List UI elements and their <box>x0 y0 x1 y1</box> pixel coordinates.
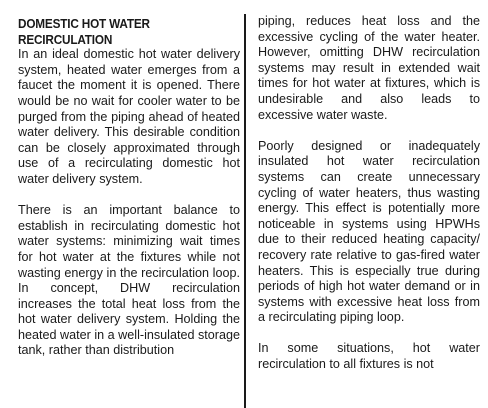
paragraph: In an ideal domestic hot water delivery system, heated water emerges from a faucet the moment it is opened. There would be no wait for cooler water to be purged from the piping ahead of heated water delivery. This desirable condition can be closely approximated through use of a recirculating domestic hot water delivery system. <box>18 47 240 186</box>
right-column <box>258 14 480 373</box>
heading-line-1: DOMESTIC HOT WATER <box>18 16 150 31</box>
paragraph: piping, reduces heat loss and the excessive cycling of the water heater. However, omitting DHW recirculation systems may result in extended wait times for hot water at fixtures, which is undesirable and also leads to excessive water waste. <box>258 14 480 122</box>
column-divider <box>244 14 246 408</box>
section-heading <box>18 16 239 47</box>
heading-line-2: RECIRCULATION <box>18 31 113 47</box>
left-column <box>18 16 240 359</box>
paragraph: In some situations, hot water recirculation to all fixtures is not <box>258 341 480 372</box>
paragraph: There is an important balance to establish in recirculating domestic hot water systems: minimizing wait times for hot water at the fixtures while not wasting energy in the recirculation loop. In concept, DHW recirculation increases the total heat loss from the hot water delivery system. Holding the heated water in a well-insulated storage tank, rather than distribution <box>18 203 240 358</box>
paragraph: Poorly designed or inadequately insulated hot water recirculation systems can create unnecessary cycling of water heaters, thus wasting energy. This effect is potentially more noticeable in systems using HPWHs due to their reduced heating capacity/ recovery rate relative to gas-fired water heaters. This is especially true during periods of high hot water demand or in systems with excessive heat loss from a recirculating piping loop. <box>258 138 480 325</box>
